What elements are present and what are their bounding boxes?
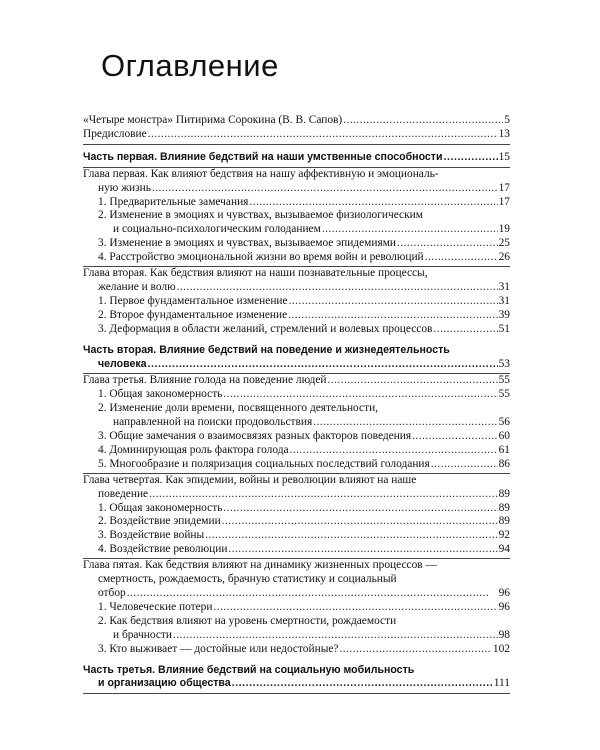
toc-chapter-3[interactable] [83, 374, 510, 388]
toc-section[interactable] [83, 515, 510, 529]
chapter-title-line: Глава первая. Как влияют бедствия на нашу аффективную и эмоциональ- [83, 167, 439, 180]
section-label: 1. Общая закономерность [98, 388, 223, 401]
section-label: 2. Второе фундаментальное изменение [98, 308, 288, 321]
chapter-title-line: Глава вторая. Как бедствия влияют на наши познавательные процессы, [83, 267, 428, 280]
page-number: 98 [498, 628, 510, 641]
section-label: 4. Воздействие революции [98, 543, 228, 556]
section-label: 4. Расстройство эмоциональной жизни во время войн и революций [98, 251, 424, 264]
part-title-line: и организацию общества [98, 677, 231, 690]
dot-leader [232, 677, 493, 691]
page-number: 51 [498, 322, 510, 335]
toc-entry-preface[interactable] [83, 128, 510, 142]
dot-leader [339, 643, 491, 657]
dot-leader [288, 309, 497, 323]
page-number: 111 [493, 677, 510, 690]
section-label: 1. Человеческие потери [98, 600, 213, 613]
part-title-line: Часть вторая. Влияние бедствий на поведение и жизнедеятельность [83, 343, 450, 356]
section-label: направленной на поиски продовольствия [113, 416, 313, 429]
page-number: 13 [498, 127, 510, 140]
toc-part-2[interactable] [83, 344, 510, 372]
toc-part-1[interactable] [83, 151, 510, 165]
toc-section[interactable] [83, 402, 510, 430]
table-of-contents [83, 114, 510, 694]
page-number: 19 [498, 223, 510, 236]
toc-section[interactable] [83, 388, 510, 402]
chapter-title-line: поведение [98, 487, 149, 500]
page-title: Оглавление [101, 48, 279, 83]
page-number: 55 [498, 374, 510, 387]
page-number: 96 [498, 587, 510, 599]
toc-section[interactable] [83, 458, 510, 472]
page-number: 39 [498, 308, 510, 321]
dot-leader [152, 182, 498, 196]
toc-section[interactable] [83, 209, 510, 237]
dot-leader [205, 529, 497, 543]
toc-entry-intro-sapov[interactable] [83, 114, 510, 128]
page-number: 94 [498, 543, 510, 556]
dot-leader [397, 237, 498, 251]
toc-section[interactable] [83, 237, 510, 251]
dot-leader [433, 323, 497, 337]
dot-leader [177, 281, 498, 295]
section-label: 3. Деформация в области желаний, стремлений и волевых процессов [98, 322, 433, 335]
toc-section[interactable] [83, 309, 510, 323]
page-number: 31 [498, 280, 510, 293]
page-number: 31 [498, 294, 510, 307]
chapter-title-line: желание и волю [98, 280, 176, 293]
toc-section[interactable] [83, 196, 510, 210]
toc-section[interactable] [83, 615, 510, 643]
page-number: 17 [498, 181, 510, 194]
page-number: 89 [498, 487, 510, 500]
dot-leader [343, 114, 503, 128]
section-label: 2. Как бедствия влияют на уровень смертности, рождаемости [98, 614, 397, 627]
part-title: Часть первая. Влияние бедствий на наши умственные способности [83, 150, 443, 163]
dot-leader [149, 488, 498, 502]
toc-entry-label: Предисловие [83, 127, 147, 140]
page-number: 89 [498, 515, 510, 528]
page-number: 102 [492, 642, 510, 655]
page-number: 53 [498, 357, 510, 370]
page-number: 96 [498, 600, 510, 613]
part-title-line: Часть третья. Влияние бедствий на социальную мобильность [83, 663, 415, 676]
dot-leader [222, 515, 498, 529]
toc-section[interactable] [83, 643, 510, 657]
chapter-title-line: Глава четвертая. Как эпидемии, войны и революции влияют на наше [83, 473, 417, 486]
toc-chapter-1[interactable] [83, 168, 510, 196]
section-label: 3. Воздействие войны [98, 529, 205, 542]
page-number: 56 [498, 416, 510, 429]
dot-leader [127, 587, 498, 601]
toc-section[interactable] [83, 601, 510, 615]
section-label: 1. Предварительные замечания [98, 195, 249, 208]
toc-section[interactable] [83, 251, 510, 265]
section-label: 3. Кто выживает — достойные или недостойные? [98, 642, 339, 655]
page-number: 25 [498, 237, 510, 250]
toc-chapter-4[interactable] [83, 474, 510, 502]
section-divider [83, 693, 510, 694]
toc-chapter-5[interactable] [83, 559, 510, 601]
dot-leader [444, 151, 498, 165]
section-label: 1. Общая закономерность [98, 501, 223, 514]
chapter-title: Глава третья. Влияние голода на поведение людей [83, 374, 327, 387]
toc-chapter-2[interactable] [83, 267, 510, 295]
dot-leader [148, 358, 498, 372]
dot-leader [213, 601, 497, 615]
section-label: 3. Общие замечания о взаимосвязях разных факторов поведения [98, 430, 412, 443]
dot-leader [228, 543, 497, 557]
dot-leader [249, 196, 497, 210]
page-number: 26 [498, 251, 510, 264]
dot-leader [322, 223, 498, 237]
toc-section[interactable] [83, 323, 510, 337]
toc-section[interactable] [83, 430, 510, 444]
toc-section[interactable] [83, 502, 510, 516]
chapter-title-line: Глава пятая. Как бедствия влияют на динамику жизненных процессов — [83, 559, 437, 572]
dot-leader [223, 502, 497, 516]
toc-section[interactable] [83, 444, 510, 458]
section-label: и социально-психологическим голоданием [113, 223, 321, 236]
section-label: 5. Многообразие и поляризация социальных последствий голодания [98, 457, 430, 470]
page-number: 86 [498, 457, 510, 470]
page-number: 60 [498, 430, 510, 443]
dot-leader [173, 629, 498, 643]
dot-leader [412, 430, 497, 444]
section-label: 1. Первое фундаментальное изменение [98, 294, 288, 307]
page-number: 15 [498, 150, 510, 163]
section-label: 4. Доминирующая роль фактора голода [98, 443, 289, 456]
dot-leader [431, 458, 498, 472]
dot-leader [290, 444, 498, 458]
dot-leader [313, 416, 497, 430]
dot-leader [425, 251, 498, 265]
part-title-line: человека [98, 357, 147, 370]
dot-leader [223, 388, 497, 402]
chapter-title-line: ную жизнь [98, 181, 151, 194]
page-number: 61 [498, 443, 510, 456]
page-number: 17 [498, 195, 510, 208]
dot-leader [289, 295, 498, 309]
section-label: и брачности [113, 628, 172, 641]
page-number: 55 [498, 388, 510, 401]
page-number: 92 [498, 529, 510, 542]
chapter-title-line: смертность, рождаемость, брачную статистику и социальный [98, 573, 397, 586]
toc-section[interactable] [83, 529, 510, 543]
toc-section[interactable] [83, 295, 510, 309]
section-label: 2. Воздействие эпидемии [98, 515, 221, 528]
section-label: 3. Изменение в эмоциях и чувствах, вызываемое эпидемиями [98, 237, 396, 250]
toc-part-3[interactable] [83, 664, 510, 692]
section-label: 2. Изменение доли времени, посвященного деятельности, [98, 402, 379, 415]
toc-entry-label: «Четыре монстра» Питирима Сорокина (В. В. Сапов) [83, 114, 343, 126]
page-number: 5 [504, 114, 510, 126]
page-number: 89 [498, 501, 510, 514]
dot-leader [327, 374, 497, 388]
section-label: 2. Изменение в эмоциях и чувствах, вызываемое физиологическим [98, 209, 423, 222]
toc-section[interactable] [83, 543, 510, 557]
dot-leader [148, 128, 498, 142]
chapter-title-line: отбор [98, 587, 126, 599]
